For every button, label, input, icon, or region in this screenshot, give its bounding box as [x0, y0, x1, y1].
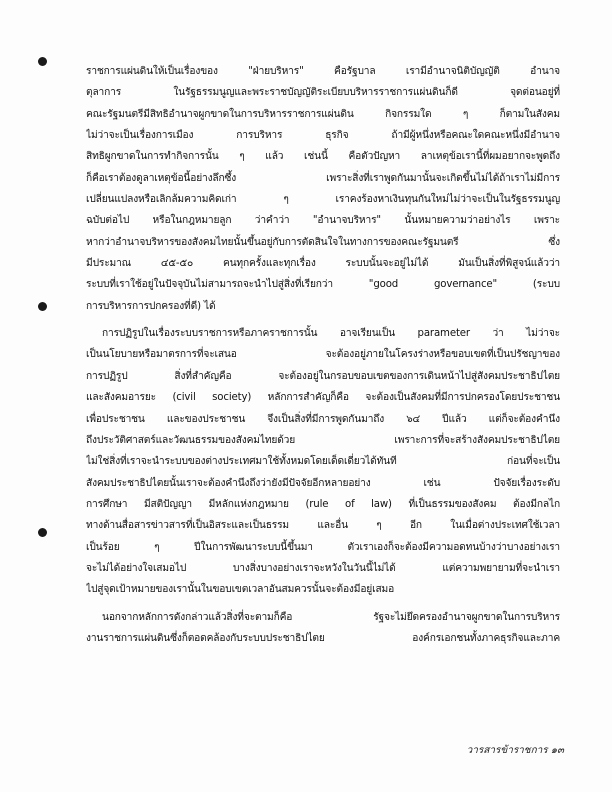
text-line: สังคมประชาธิปไตยนั้นเราจะต้องคำนึงถึงว่ายังมีปัจจัยอีกหลายอย่าง เช่น ปัจจัยเรื่องระดับ [86, 477, 560, 489]
text-line: เป็นร้อย ๆ ปีในการพัฒนาระบบนี้ขึ้นมา ตัวเราเองก็จะต้องมีความอดทนบ้างว่าบางอย่างเรา [86, 541, 560, 553]
text-line: ไม่ว่าจะเป็นเรื่องการเมือง การบริหาร ธุรกิจ ถ้ามีผู้หนึ่งหรือคณะใดคณะหนึ่งมีอำนาจ [86, 130, 560, 142]
text-line: การบริหารการปกครองที่ดี) ได้ [86, 300, 216, 312]
text-line: คณะรัฐมนตรีมีสิทธิอำนาจผูกขาดในการบริหารราชการแผ่นดิน กิจกรรมใด ๆ ก็ตามในสังคม [86, 108, 560, 120]
paragraph-1 [86, 61, 560, 317]
text-line: หากว่าอำนาจบริหารของสังคมไทยนั้นขึ้นอยู่กับการตัดสินใจในทางการของคณะรัฐมนตรี ซึ่ง [86, 236, 560, 248]
text-line: งานราชการแผ่นดินซึ่งก็ตอดคล้องกับระบบประชาธิปไตย องค์กรเอกชนทั้งภาคธุรกิจและภาค [86, 632, 560, 644]
text-line: มีประมาณ ๔๕-๕๐ คนทุกครั้งและทุกเรื่อง ระบบนั้นจะอยู่ไม่ได้ มันเป็นสิ่งที่พิสูจน์แล้วว่า [86, 258, 560, 270]
text-line: นอกจากหลักการดังกล่าวแล้วสิ่งที่จะตามก็คือ รัฐจะไม่ยึดครองอำนาจผูกขาดในการบริหาร [102, 611, 560, 623]
text-line: จะไม่ได้อย่างใจเสมอไป บางสิ่งบางอย่างเราจะหวังในวันนี้ไม่ได้ แต่ความพยายามที่จะนำเรา [86, 562, 560, 574]
text-line: ฉบับต่อไป หรือในกฎหมายลูก ว่าคำว่า "อำนาจบริหาร" นั้นหมายความว่าอย่างไร เพราะ [86, 215, 560, 227]
text-line: ไม่ใช่สิ่งที่เราจะนำระบบของต่างประเทศมาใช้ทั้งหมดโดยเด็ดเดี่ยวได้ทันที ก่อนที่จะเป็น [86, 456, 560, 468]
punch-hole-mark [38, 57, 47, 66]
text-line: ราชการแผ่นดินให้เป็นเรื่องของ "ฝ่ายบริหาร" คือรัฐบาล เรามีอำนาจนิติบัญญัติ อำนาจ [86, 66, 560, 77]
text-line: และสังคมอารยะ (civil society) หลักการสำคัญก็คือ จะต้องเป็นสังคมที่มีการปกครองโดยประชาชน [86, 392, 560, 404]
text-line: การปฏิรูปในเรื่องระบบราชการหรือภาคราชการนั้น อาจเรียนเป็น parameter ว่า ไม่ว่าจะ [102, 328, 560, 340]
paragraph-2 [86, 323, 560, 600]
text-line: สิทธิผูกขาดในการทำกิจการนั้น ๆ แล้ว เช่นนี้ คือตัวปัญหา ลาเหตุข้อเรานี้ที่ผมอยากจะพูดถึง [86, 151, 560, 163]
text-line: เปลี่ยนแปลงหรือเลิกล้มความคิดเก่า ๆ เราคงร้องหาเงินทุนกันใหม่ไม่ว่าจะเป็นในรัฐธรรมนูญ [86, 194, 560, 206]
text-line: ถึงประวัติศาสตร์และวัฒนธรรมของสังคมไทยด้วย เพราะการที่จะสร้างสังคมประชาธิปไตย [86, 434, 560, 446]
text-line: ก็คือเราต้องดูลาเหตุข้อนี้อย่างลึกซึ้ง เพราะสิ่งที่เราพูดกันมานั้นจะเกิดขึ้นไม่ได้ถ้าเราไม่มีการ [86, 172, 560, 184]
punch-hole-mark [38, 528, 47, 537]
page-footer: วารสารข้าราชการ ๑๓ [466, 745, 564, 756]
text-line: ทางด้านสื่อสารข่าวสารที่เป็นอิสระและเป็นธรรม และอื่น ๆ อีก ในเมื่อต่างประเทศใช้เวลา [86, 520, 560, 532]
punch-hole-mark [38, 302, 47, 311]
text-line: เพื่อประชาชน และของประชาชน จึงเป็นสิ่งที่มีการพูดกันมาถึง ๖๔ ปีแล้ว แต่ก็จะต้องคำนึง [86, 413, 560, 425]
text-line: ไปสู่จุดเป้าหมายของเรานั้นในขอบเขตเวลาอันสมควรนั้นจะต้องมีอยู่เสมอ [86, 584, 395, 596]
text-line: ตุลาการ ในรัฐธรรมนูญและพระราชบัญญัติระเบียบบริหารราชการแผ่นดินก็ดี จุดต่อนอยู่ที่ [86, 87, 560, 99]
text-line: เป็นนโยบายหรือมาตรการที่จะเสนอ จะต้องอยู่ภายในโครงร่างหรือขอบเขตที่เป็นปรัชญาของ [86, 349, 560, 361]
text-line: การศึกษา มีสติปัญญา มีหลักแห่งกฎหมาย (rule of law) ที่เป็นธรรมของสังคม ต้องมีกลไก [86, 498, 560, 510]
body-text [86, 61, 560, 649]
text-line: การปฏิรูป สิ่งที่สำคัญคือ จะต้องอยู่ในกรอบขอบเขตของการเดินหน้าไปสู่สังคมประชาธิปไตย [86, 370, 560, 382]
paragraph-3 [86, 607, 560, 650]
text-line: ระบบที่เราใช้อยู่ในปัจจุบันไม่สามารถจะนำไปสู่สิ่งที่เรียกว่า "good governance" (ระบบ [86, 279, 560, 291]
